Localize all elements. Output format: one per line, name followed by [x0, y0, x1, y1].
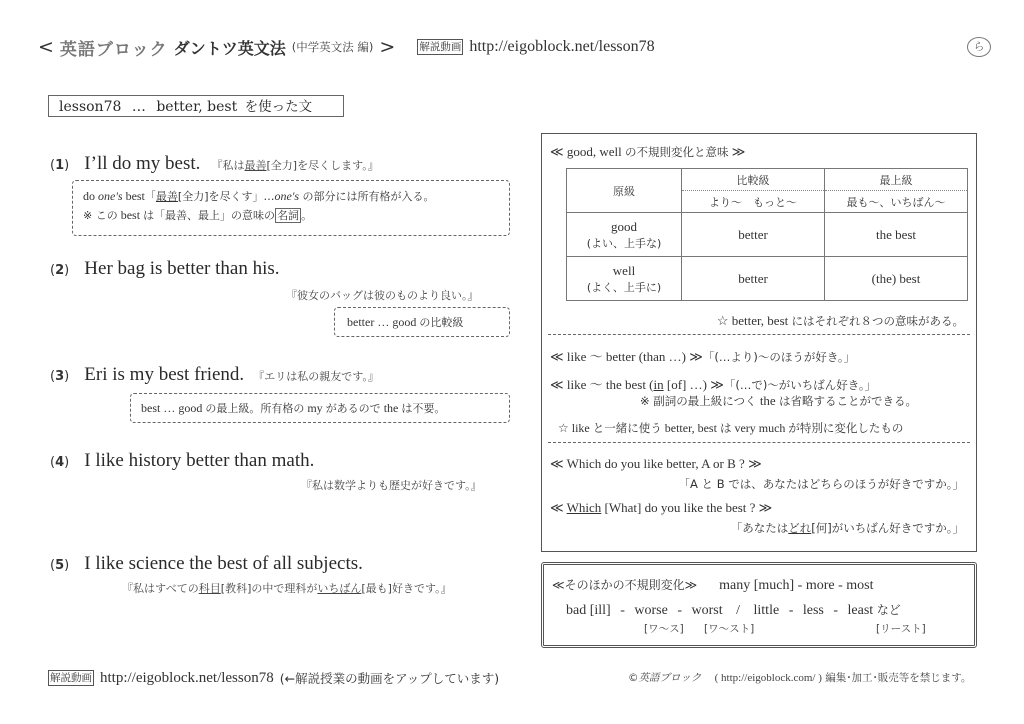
footer-video-link[interactable]: http://eigoblock.net/lesson78	[100, 669, 274, 686]
lesson-code: lesson78	[59, 99, 122, 115]
dashed-divider	[548, 334, 970, 335]
header-superlative-meaning: 最も〜、いちばん〜	[825, 191, 968, 213]
example-2-note: better … good の比較級	[334, 307, 510, 337]
lesson-title	[48, 95, 344, 117]
reading-worst: [ワ〜スト]	[704, 623, 755, 635]
example-english: Eri is my best friend.	[84, 364, 245, 385]
series-subtitle: (中学英文法 編)	[291, 40, 374, 54]
example-number: (4)	[50, 455, 70, 470]
example-english: I’ll do my best.	[84, 153, 201, 174]
example-number: (5)	[50, 558, 70, 573]
question-which-best-jp: 「あなたはどれ[何]がいちばん好きですか。」	[730, 521, 964, 535]
header-base: 原級	[567, 169, 682, 213]
video-label: 解説動画	[419, 41, 462, 53]
series-title: ダントツ英文法	[173, 38, 286, 58]
reading-least: [リースト]	[876, 623, 926, 635]
copyright-url[interactable]: ( http://eigoblock.com/ )	[714, 672, 822, 684]
lesson-topic-jp: を使った文	[244, 99, 313, 115]
example-1-note	[72, 180, 510, 236]
note-line: ※ この best は「最善、最上」の意味の 名詞 。	[83, 208, 313, 222]
page-header	[38, 34, 655, 60]
irregular-forms-table	[566, 168, 968, 301]
header-superlative: 最上級	[825, 169, 968, 191]
panel-heading: ≪ good, well の不規則変化と意味 ≫	[550, 144, 746, 159]
copyright-rights: 編集･加工･販売等を禁じます。	[825, 672, 972, 684]
example-number: (1)	[50, 158, 70, 173]
star-note-very-much: ☆ like と一緒に使う better, best は very much が特別に変化したもの	[558, 421, 904, 435]
example-5	[50, 553, 363, 575]
example-3-note: best … good の最上級。所有格の my があるので the は不要。	[130, 393, 510, 423]
page-mascot-icon: ら	[967, 37, 991, 57]
brand-logo: 英語ブロック	[59, 39, 168, 60]
example-number: (2)	[50, 263, 70, 278]
footer-video-info	[48, 669, 499, 687]
example-number: (3)	[50, 369, 70, 384]
other-irregular-box	[541, 562, 977, 648]
example-2	[50, 258, 280, 280]
header-close-bracket: >	[379, 36, 396, 58]
footer-video-note: (←解説授業の動画をアップしています)	[279, 671, 500, 686]
example-english: Her bag is better than his.	[84, 258, 280, 279]
example-japanese: 『私は数学よりも歴史が好きです。』	[301, 479, 482, 492]
pattern-like-better: ≪ like 〜 better (than …) ≫「(…より)〜のほうが好き。」	[550, 349, 856, 364]
example-english: I like history better than math.	[84, 450, 315, 471]
star-note-meanings: ☆ better, best にはそれぞれ８つの意味がある。	[716, 313, 964, 328]
other-irregular-line2: bad [ill] - worse - worst / little - less - least など	[566, 603, 901, 618]
comparative-cell: better	[682, 257, 825, 301]
base-cell: good (よい、上手な)	[567, 213, 682, 257]
copyright-brand: ©英語ブロック	[628, 672, 702, 684]
header-open-bracket: <	[38, 36, 54, 58]
superlative-cell: (the) best	[825, 257, 968, 301]
footer-video-label: 解説動画	[50, 672, 92, 684]
base-cell: well (よく、上手に)	[567, 257, 682, 301]
example-japanese: 『エリは私の親友です。』	[253, 370, 379, 383]
note-line: do one's best「最善[全力]を尽くす」…one's の部分には所有格が入る。	[83, 189, 435, 203]
header-comparative: 比較級	[682, 169, 825, 191]
example-english: I like science the best of all subjects.	[84, 553, 363, 574]
pattern-best-note: ※ 副詞の最上級につく the は省略することができる。	[640, 393, 917, 408]
example-3	[50, 364, 379, 386]
pattern-like-best: ≪ like 〜 the best (in [of] …) ≫「(…で)〜がいちばん好き。」	[550, 377, 877, 392]
header-video-link[interactable]: http://eigoblock.net/lesson78	[469, 38, 655, 55]
dashed-divider	[548, 442, 970, 443]
example-japanese: 『私は最善[全力]を尽くします。』	[211, 159, 379, 172]
header-comparative-meaning: より〜 もっと〜	[682, 191, 825, 213]
lesson-separator: …	[131, 99, 146, 115]
footer-copyright	[628, 670, 971, 685]
superlative-cell: the best	[825, 213, 968, 257]
example-4	[50, 450, 314, 472]
other-irregular-line1: ≪そのほかの不規則変化≫ many [much] - more - most	[552, 578, 874, 593]
comparative-cell: better	[682, 213, 825, 257]
example-japanese: 『彼女のバッグは彼のものより良い。』	[286, 289, 479, 302]
example-japanese: 『私はすべての科目[教科]の中で理科がいちばん[最も]好きです。』	[122, 582, 452, 595]
lesson-topic-en: better, best	[156, 99, 238, 115]
table-row	[567, 257, 968, 301]
question-which-best: ≪ Which [What] do you like the best ? ≫	[550, 500, 773, 515]
grammar-reference-panel	[541, 133, 977, 552]
question-which-better-jp: 「A と B では、あなたはどちらのほうが好きですか。」	[678, 477, 964, 491]
question-which-better: ≪ Which do you like better, A or B ? ≫	[550, 456, 762, 471]
reading-worse: [ワ〜ス]	[644, 623, 684, 635]
example-1	[50, 153, 379, 175]
table-row	[567, 213, 968, 257]
